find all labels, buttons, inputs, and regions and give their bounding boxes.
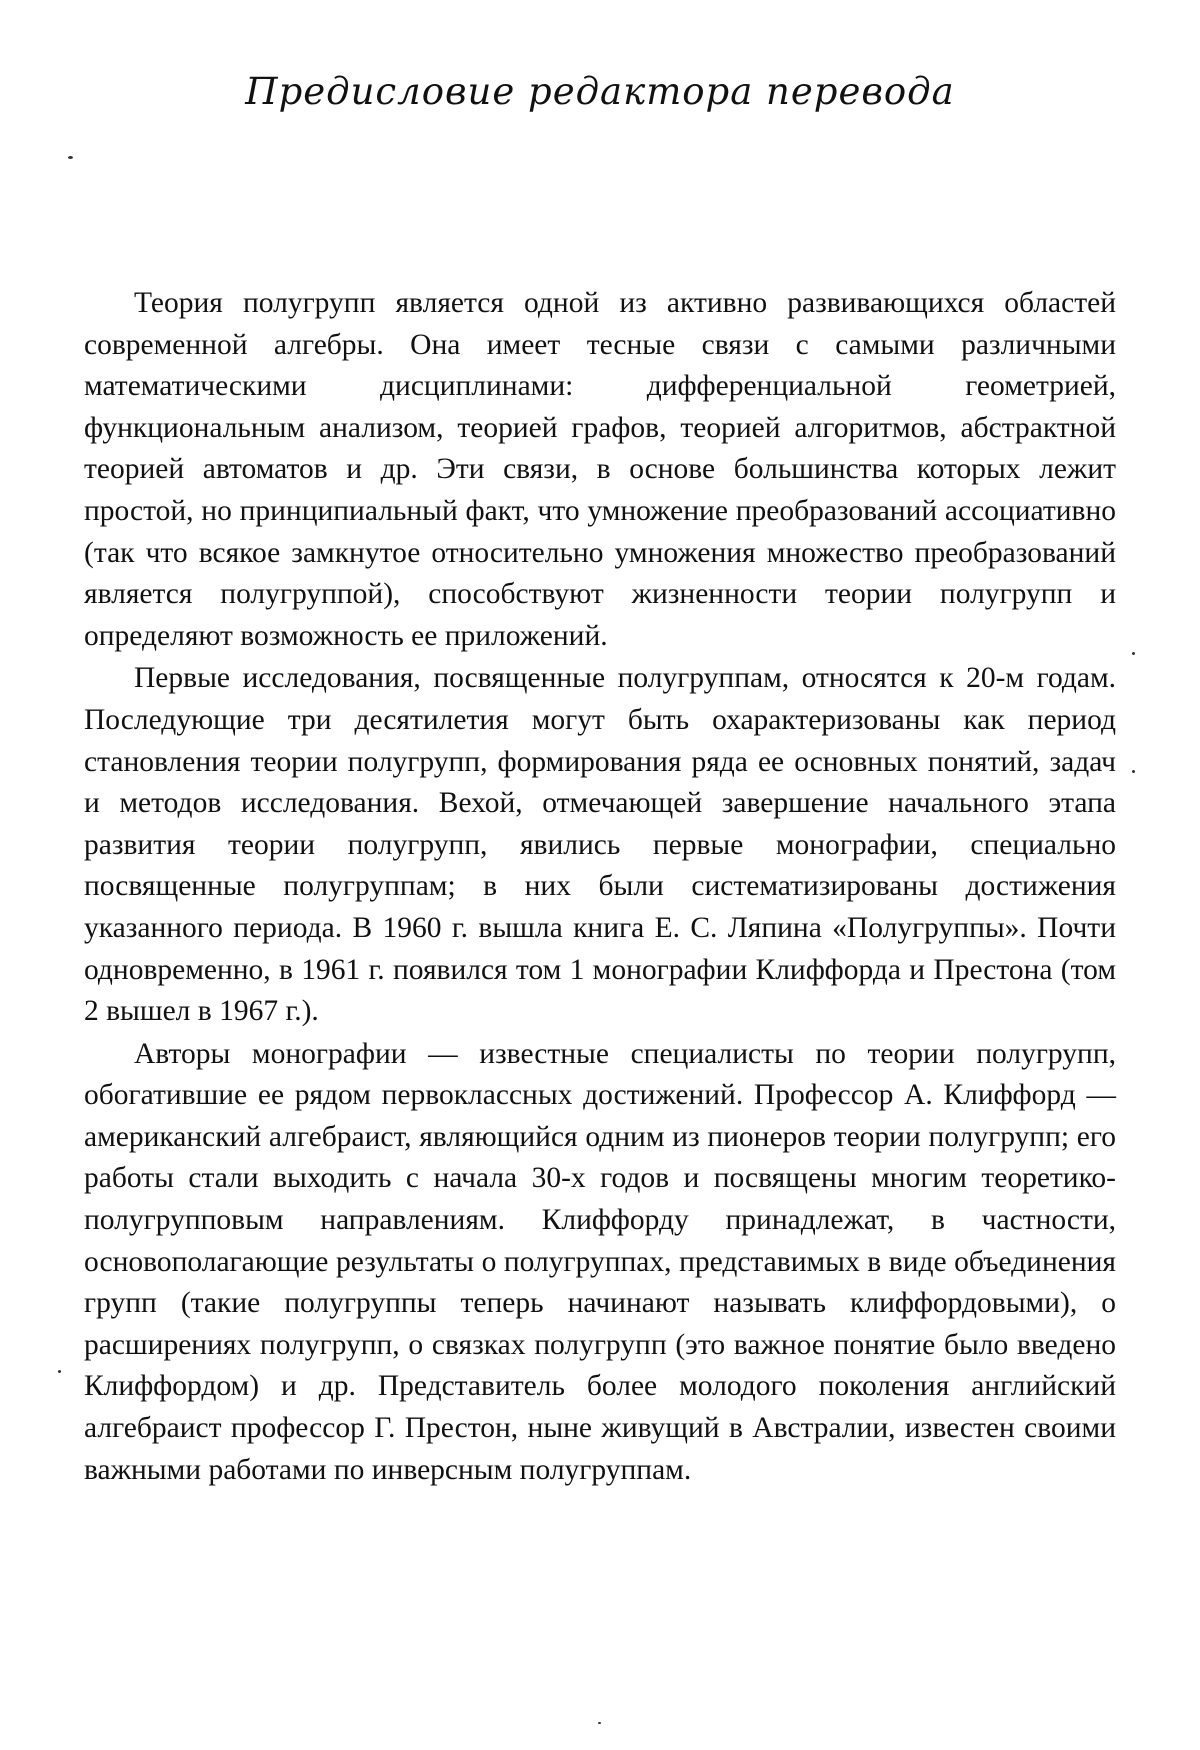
paragraph-2: Первые исследования, посвященные полугруппам, относятся к 20-м годам. Последующие три десятилетия могут быть охарактеризованы как период становления теории полугрупп, формирования ряда ее основных понятий, задач и методов исследования. Вехой, отмечающей завершение начального этапа развития теории полугрупп, явились первые монографии, специально посвященные полугруппам; в них были систематизированы достижения указанного периода. В 1960 г. вышла книга Е. С. Ляпина «Полугруппы». Почти одновременно, в 1961 г. появился том 1 монографии Клиффорда и Престона (том 2 вышел в 1967 г.). — [84, 662, 1116, 1028]
page-title: Предисловие редактора перевода — [245, 70, 955, 113]
scan-speck — [1132, 770, 1135, 773]
preface-body — [84, 283, 1116, 1492]
scan-speck — [598, 1722, 601, 1724]
paragraph-1: Теория полугрупп является одной из активно развивающихся областей современной алгебры. Она имеет тесные связи с самыми различными математическими дисциплинами: дифференциальной геометрией, функциональным анализом, теорией графов, теорией алгоритмов, абстрактной теорией автоматов и др. Эти связи, в основе большинства которых лежит простой, но принципиальный факт, что умножение преобразований ассоциативно (так что всякое замкнутое относительно умножения множество преобразований является полугруппой), способствуют жизненности теории полугрупп и определяют возможность ее приложений. — [84, 287, 1116, 652]
paragraph-3: Авторы монографии — известные специалисты по теории полугрупп, обогатившие ее рядом первоклассных достижений. Профессор А. Клиффорд — американский алгебраист, являющийся одним из пионеров теории полугрупп; его работы стали выходить с начала 30-х годов и посвящены многим теоретико-полугрупповым направлениям. Клиффорду принадлежат, в частности, основополагающие результаты о полугруппах, представимых в виде объединения групп (такие полугруппы теперь начинают называть клиффордовыми), о расширениях полугрупп, о связках полугрупп (это важное понятие было введено Клиффордом) и др. Представитель более молодого поколения английский алгебраист профессор Г. Престон, ныне живущий в Австралии, известен своими важными работами по инверсным полугруппам. — [84, 1037, 1116, 1486]
scan-speck — [68, 156, 73, 159]
scan-speck — [1132, 652, 1135, 655]
scan-speck — [58, 1370, 61, 1373]
